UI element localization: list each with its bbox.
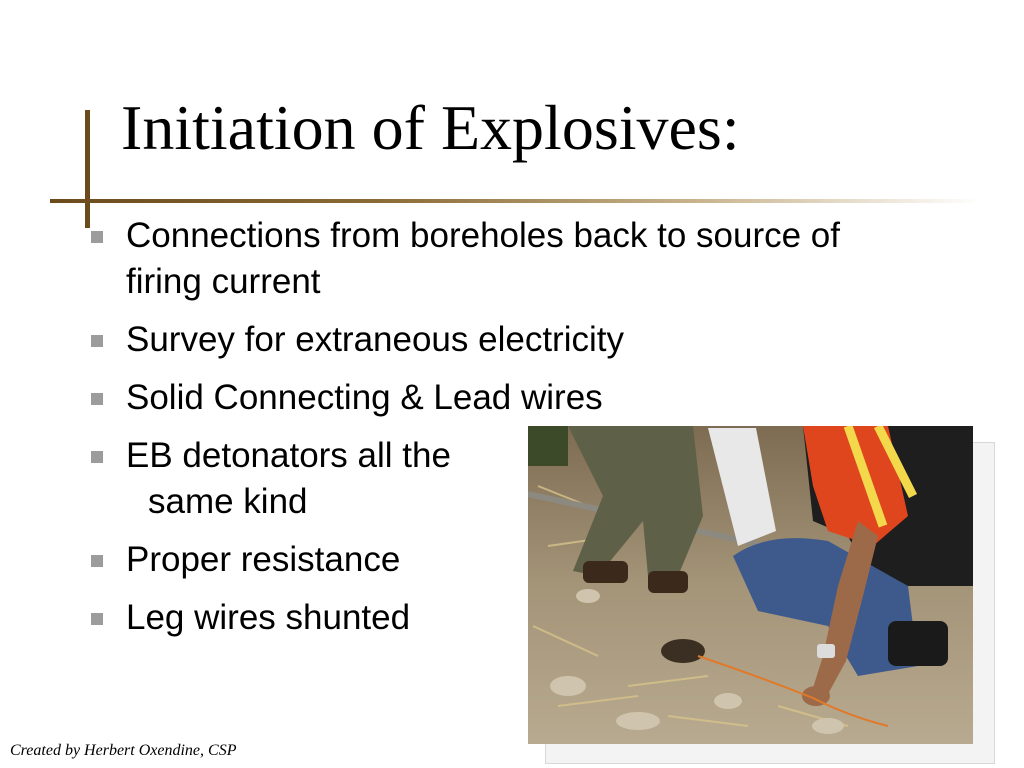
- square-bullet-icon: [91, 451, 103, 463]
- bullet-text: Survey for extraneous electricity: [126, 320, 624, 359]
- bullet-text: Connections from boreholes back to source of firing current: [126, 216, 840, 301]
- accent-horizontal-line: [50, 199, 980, 203]
- bullet-continuation-text: same kind: [148, 482, 308, 521]
- square-bullet-icon: [91, 613, 103, 625]
- worker-connecting-wires-photo: [528, 426, 973, 744]
- square-bullet-icon: [91, 555, 103, 567]
- bullet-text: Proper resistance: [126, 540, 401, 579]
- bullet-text: Leg wires shunted: [126, 598, 411, 637]
- footer-credit: Created by Herbert Oxendine, CSP: [10, 742, 237, 759]
- square-bullet-icon: [91, 393, 103, 405]
- slide-title: Initiation of Explosives:: [121, 92, 740, 163]
- square-bullet-icon: [91, 231, 103, 243]
- bullet-item: [88, 317, 918, 363]
- bullet-item: [88, 375, 918, 421]
- bullet-text: EB detonators all the: [126, 436, 451, 475]
- bullet-text: Solid Connecting & Lead wires: [126, 378, 603, 417]
- accent-vertical-line: [85, 110, 90, 228]
- bullet-item: [88, 213, 918, 305]
- square-bullet-icon: [91, 335, 103, 347]
